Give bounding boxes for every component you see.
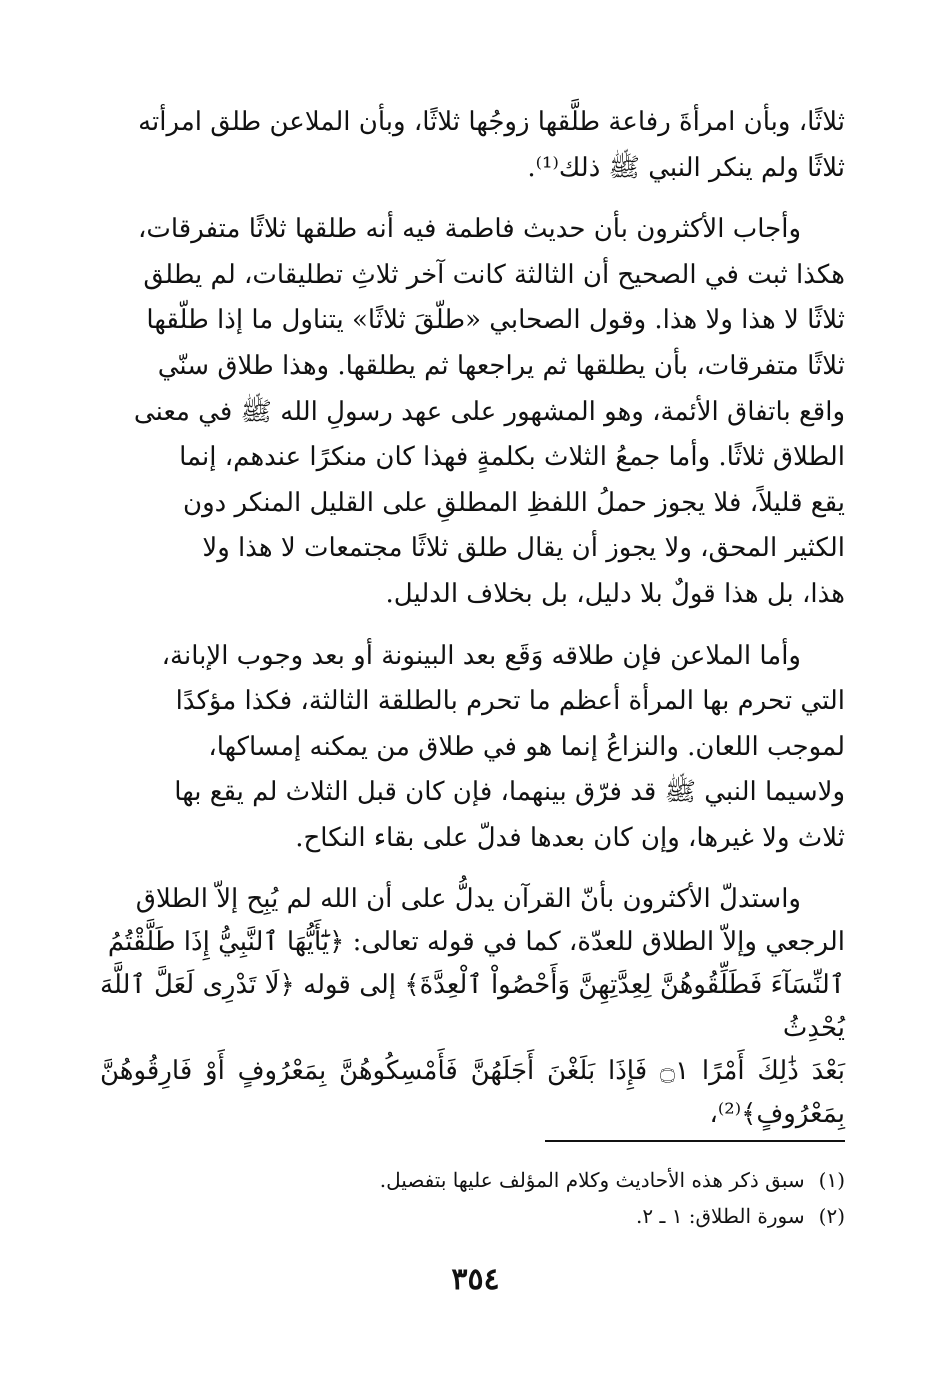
footnote-text: سورة الطلاق: ١ ـ ٢. [636, 1204, 805, 1228]
footnote-marker: (١) [818, 1168, 845, 1192]
paragraph-4: واستدلّ الأكثرون بأنّ القرآن يدلُّ على أن الله لم يُبِح إلاّ الطلاق الرجعي وإلاّ الطلاق للعدّة، كما في قوله تعالى: ﴿يَٰٓأَيُّهَا ٱلنَّبِيُّ إِذَا طَلَّقْتُمُ ٱلنِّسَآءَ فَطَلِّقُوهُنَّ لِعِدَّتِهِنَّ وَأَحْصُواْ ٱلْعِدَّةَ﴾ إلى قوله ﴿لَا تَدْرِى لَعَلَّ ٱللَّهَ يُحْدِثُ بَعْدَ ذَٰلِكَ أَمْرًا ۝١ فَإِذَا بَلَغْنَ أَجَلَهُنَّ فَأَمْسِكُوهُنَّ بِمَعْرُوفٍ أَوْ فَارِقُوهُنَّ بِمَعْرُوفٍ﴾⁽²⁾، [100, 883, 846, 1129]
footnote-divider [545, 1140, 845, 1142]
footnote-1 [100, 1162, 845, 1198]
footnote-marker: (٢) [818, 1204, 845, 1228]
footnote-text: سبق ذكر هذه الأحاديث وكلام المؤلف عليها بتفصيل. [379, 1168, 805, 1192]
footnotes [100, 1162, 845, 1234]
page-number: ٣٥٤ [451, 1262, 500, 1297]
footnote-2 [100, 1198, 845, 1234]
paragraph-3: وأما الملاعن فإن طلاقه وَقَع بعد البينونة أو بعد وجوب الإبانة، التي تحرم بها المرأة أعظم ما تحرم بالطلقة الثالثة، فكذا مؤكدًا لموجب اللعان. والنزاعُ إنما هو في طلاق من يمكنه إمساكها، ولاسيما النبي ﷺ قد فرّق بينهما، فإن كان قبل الثلاث لم يقع بها ثلاث ولا غيرها، وإن كان بعدها فدلّ على بقاء النكاح. [161, 640, 845, 853]
main-text [100, 100, 845, 1152]
paragraph-2: وأجاب الأكثرون بأن حديث فاطمة فيه أنه طلقها ثلاثًا متفرقات، هكذا ثبت في الصحيح أن الثالثة كانت آخر ثلاثِ تطليقات، لم يطلق ثلاثًا لا هذا ولا هذا. وقول الصحابي «طلّقَ ثلاثًا» يتناول ما إذا طلّقها ثلاثًا متفرقات، بأن يطلقها ثم يراجعها ثم يطلقها. وهذا طلاق سنّي واقع باتفاق الأئمة، وهو المشهور على عهد رسولِ الله ﷺ في معنى الطلاق ثلاثًا. وأما جمعُ الثلاث بكلمةٍ فهذا كان منكرًا عندهم، إنما يقع قليلاً، فلا يجوز حملُ اللفظِ المطلقِ على القليل المنكر دون الكثير المحق، ولا يجوز أن يقال طلق ثلاثًا مجتمعات لا هذا ولا هذا، بل هذا قولٌ بلا دليل، بل بخلاف الدليل. [133, 214, 845, 609]
paragraph-1: ثلاثًا، وبأن امرأةَ رفاعة طلَّقها زوجُها ثلاثًا، وبأن الملاعن طلق امرأته ثلاثًا ولم ينكر النبي ﷺ ذلك⁽¹⁾. [138, 107, 845, 183]
